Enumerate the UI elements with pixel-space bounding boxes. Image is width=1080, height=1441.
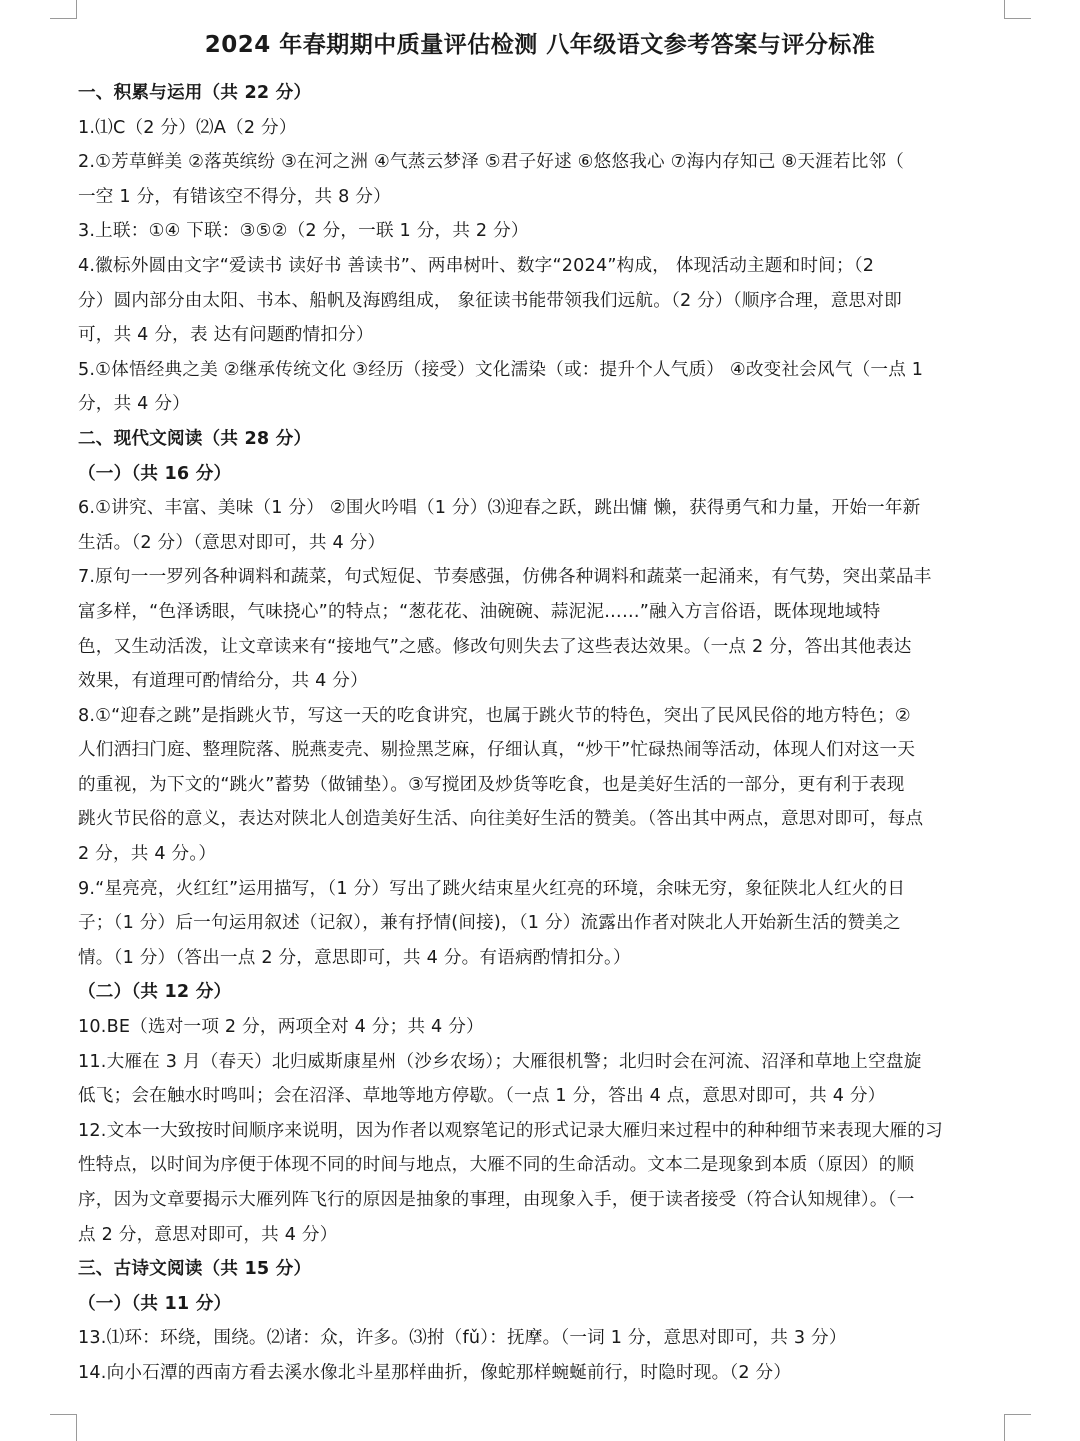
answer-line: 2 分，共 4 分。） [78,844,217,865]
subsection-heading: （一）（共 16 分） [78,463,232,484]
section-heading: 二、现代文阅读（共 28 分） [78,428,312,449]
answer-line: 10.BE（选对一项 2 分，两项全对 4 分；共 4 分） [78,1017,484,1038]
crop-mark-bottom-right [1004,1414,1031,1441]
answer-line: 4.徽标外圆由文字“爱读书 读好书 善读书”、两串树叶、数字“2024”构成， 体现活动主题和时间；（2 [78,255,875,276]
answer-line: 13.⑴环：环绕，围绕。⑵诸：众，许多。⑶拊（fǔ）：抚摩。（一词 1 分，意思对即可，共 3 分） [78,1328,847,1349]
answer-line: 6.①讲究、丰富、美味（1 分） ②围火吟唱（1 分）⑶迎春之跃，跳出慵 懒，获得勇气和力量，开始一年新 [78,498,921,519]
answer-line: 分，共 4 分） [78,394,190,415]
answer-line: 序，因为文章要揭示大雁列阵飞行的原因是抽象的事理，由现象入手，便于读者接受（符合认知规律）。（一 [78,1190,915,1210]
subsection-heading: （一）（共 11 分） [78,1293,232,1314]
answer-line: 生活。（2 分）（意思对即可，共 4 分） [78,532,386,553]
subsection-heading: （二）（共 12 分） [78,982,232,1003]
answer-line: 跳火节民俗的意义，表达对陕北人创造美好生活、向往美好生活的赞美。（答出其中两点，意思对即可，每点 [78,809,924,830]
answer-key-body [78,76,1006,1391]
answer-line: 人们洒扫门庭、整理院落、脱燕麦壳、剔捡黑芝麻，仔细认真，“炒干”忙碌热闹等活动，体现人们对这一天 [78,740,916,761]
answer-line: 效果，有道理可酌情给分，共 4 分） [78,671,368,692]
answer-line: 点 2 分，意思对即可，共 4 分） [78,1224,338,1245]
answer-line: 低飞；会在触水时鸣叫；会在沼泽、草地等地方停歇。（一点 1 分，答出 4 点，意思对即可，共 4 分） [78,1086,886,1107]
answer-line: 富多样，“色泽诱眼，气味挠心”的特点；“葱花花、油碗碗、蒜泥泥……”融入方言俗语，既体现地域特 [78,601,881,622]
crop-mark-top-right [1004,0,1031,19]
answer-line: 2.①芳草鲜美 ②落英缤纷 ③在河之洲 ④气蒸云梦泽 ⑤君子好逑 ⑥悠悠我心 ⑦海内存知己 ⑧天涯若比邻（ [78,152,905,173]
answer-line: 性特点，以时间为序便于体现不同的时间与地点，大雁不同的生命活动。文本二是现象到本质（原因）的顺 [78,1155,915,1176]
answer-line: 子；（1 分）后一句运用叙述（记叙），兼有抒情(间接)，（1 分）流露出作者对陕北人开始新生活的赞美之 [78,913,901,934]
section-heading: 三、古诗文阅读（共 15 分） [78,1259,312,1280]
document-title: 2024 年春期期中质量评估检测 八年级语文参考答案与评分标准 [204,32,876,58]
answer-line: 1.⑴C（2 分）⑵A（2 分） [78,117,297,138]
answer-line: 12.文本一大致按时间顺序来说明，因为作者以观察笔记的形式记录大雁归来过程中的种种细节来表现大雁的习 [78,1120,943,1141]
answer-line: 7.原句一一罗列各种调料和蔬菜，句式短促、节奏感强，仿佛各种调料和蔬菜一起涌来，有气势，突出菜品丰 [78,567,932,588]
answer-line: 14.向小石潭的西南方看去溪水像北斗星那样曲折，像蛇那样蜿蜒前行，时隐时现。（2 分） [78,1362,792,1383]
answer-line: 可，共 4 分，表 达有问题酌情扣分） [78,325,374,346]
answer-line: 的重视，为下文的“跳火”蓄势（做铺垫）。③写搅团及炒货等吃食，也是美好生活的一部分，更有利于表现 [78,774,905,795]
section-heading: 一、积累与运用（共 22 分） [78,83,312,103]
answer-line: 9.“星亮亮，火红红”运用描写，（1 分）写出了跳火结束星火红亮的环境，余味无穷，象征陕北人红火的日 [78,878,906,899]
answer-line: 一空 1 分，有错该空不得分，共 8 分） [78,186,391,207]
answer-line: 8.①“迎春之跳”是指跳火节，写这一天的吃食讲究，也属于跳火节的特色，突出了民风民俗的地方特色；② [78,705,911,726]
crop-mark-bottom-left [50,1414,77,1441]
answer-line: 11.大雁在 3 月（春天）北归威斯康星州（沙乡农场）；大雁很机警；北归时会在河流、沼泽和草地上空盘旋 [78,1051,922,1072]
answer-line: 5.①体悟经典之美 ②继承传统文化 ③经历（接受）文化濡染（或：提升个人气质） ④改变社会风气（一点 1 [78,359,924,380]
answer-line: 分）圆内部分由太阳、书本、船帆及海鸥组成， 象征读书能带领我们远航。（2 分）（顺序合理，意思对即 [78,290,902,311]
answer-line: 情。（1 分）（答出一点 2 分，意思即可，共 4 分。有语病酌情扣分。） [78,947,631,968]
answer-line: 色，又生动活泼，让文章读来有“接地气”之感。修改句则失去了这些表达效果。（一点 2 分，答出其他表达 [78,636,912,657]
answer-line: 3.上联：①④ 下联：③⑤②（2 分，一联 1 分，共 2 分） [78,221,529,242]
crop-mark-top-left [50,0,77,19]
